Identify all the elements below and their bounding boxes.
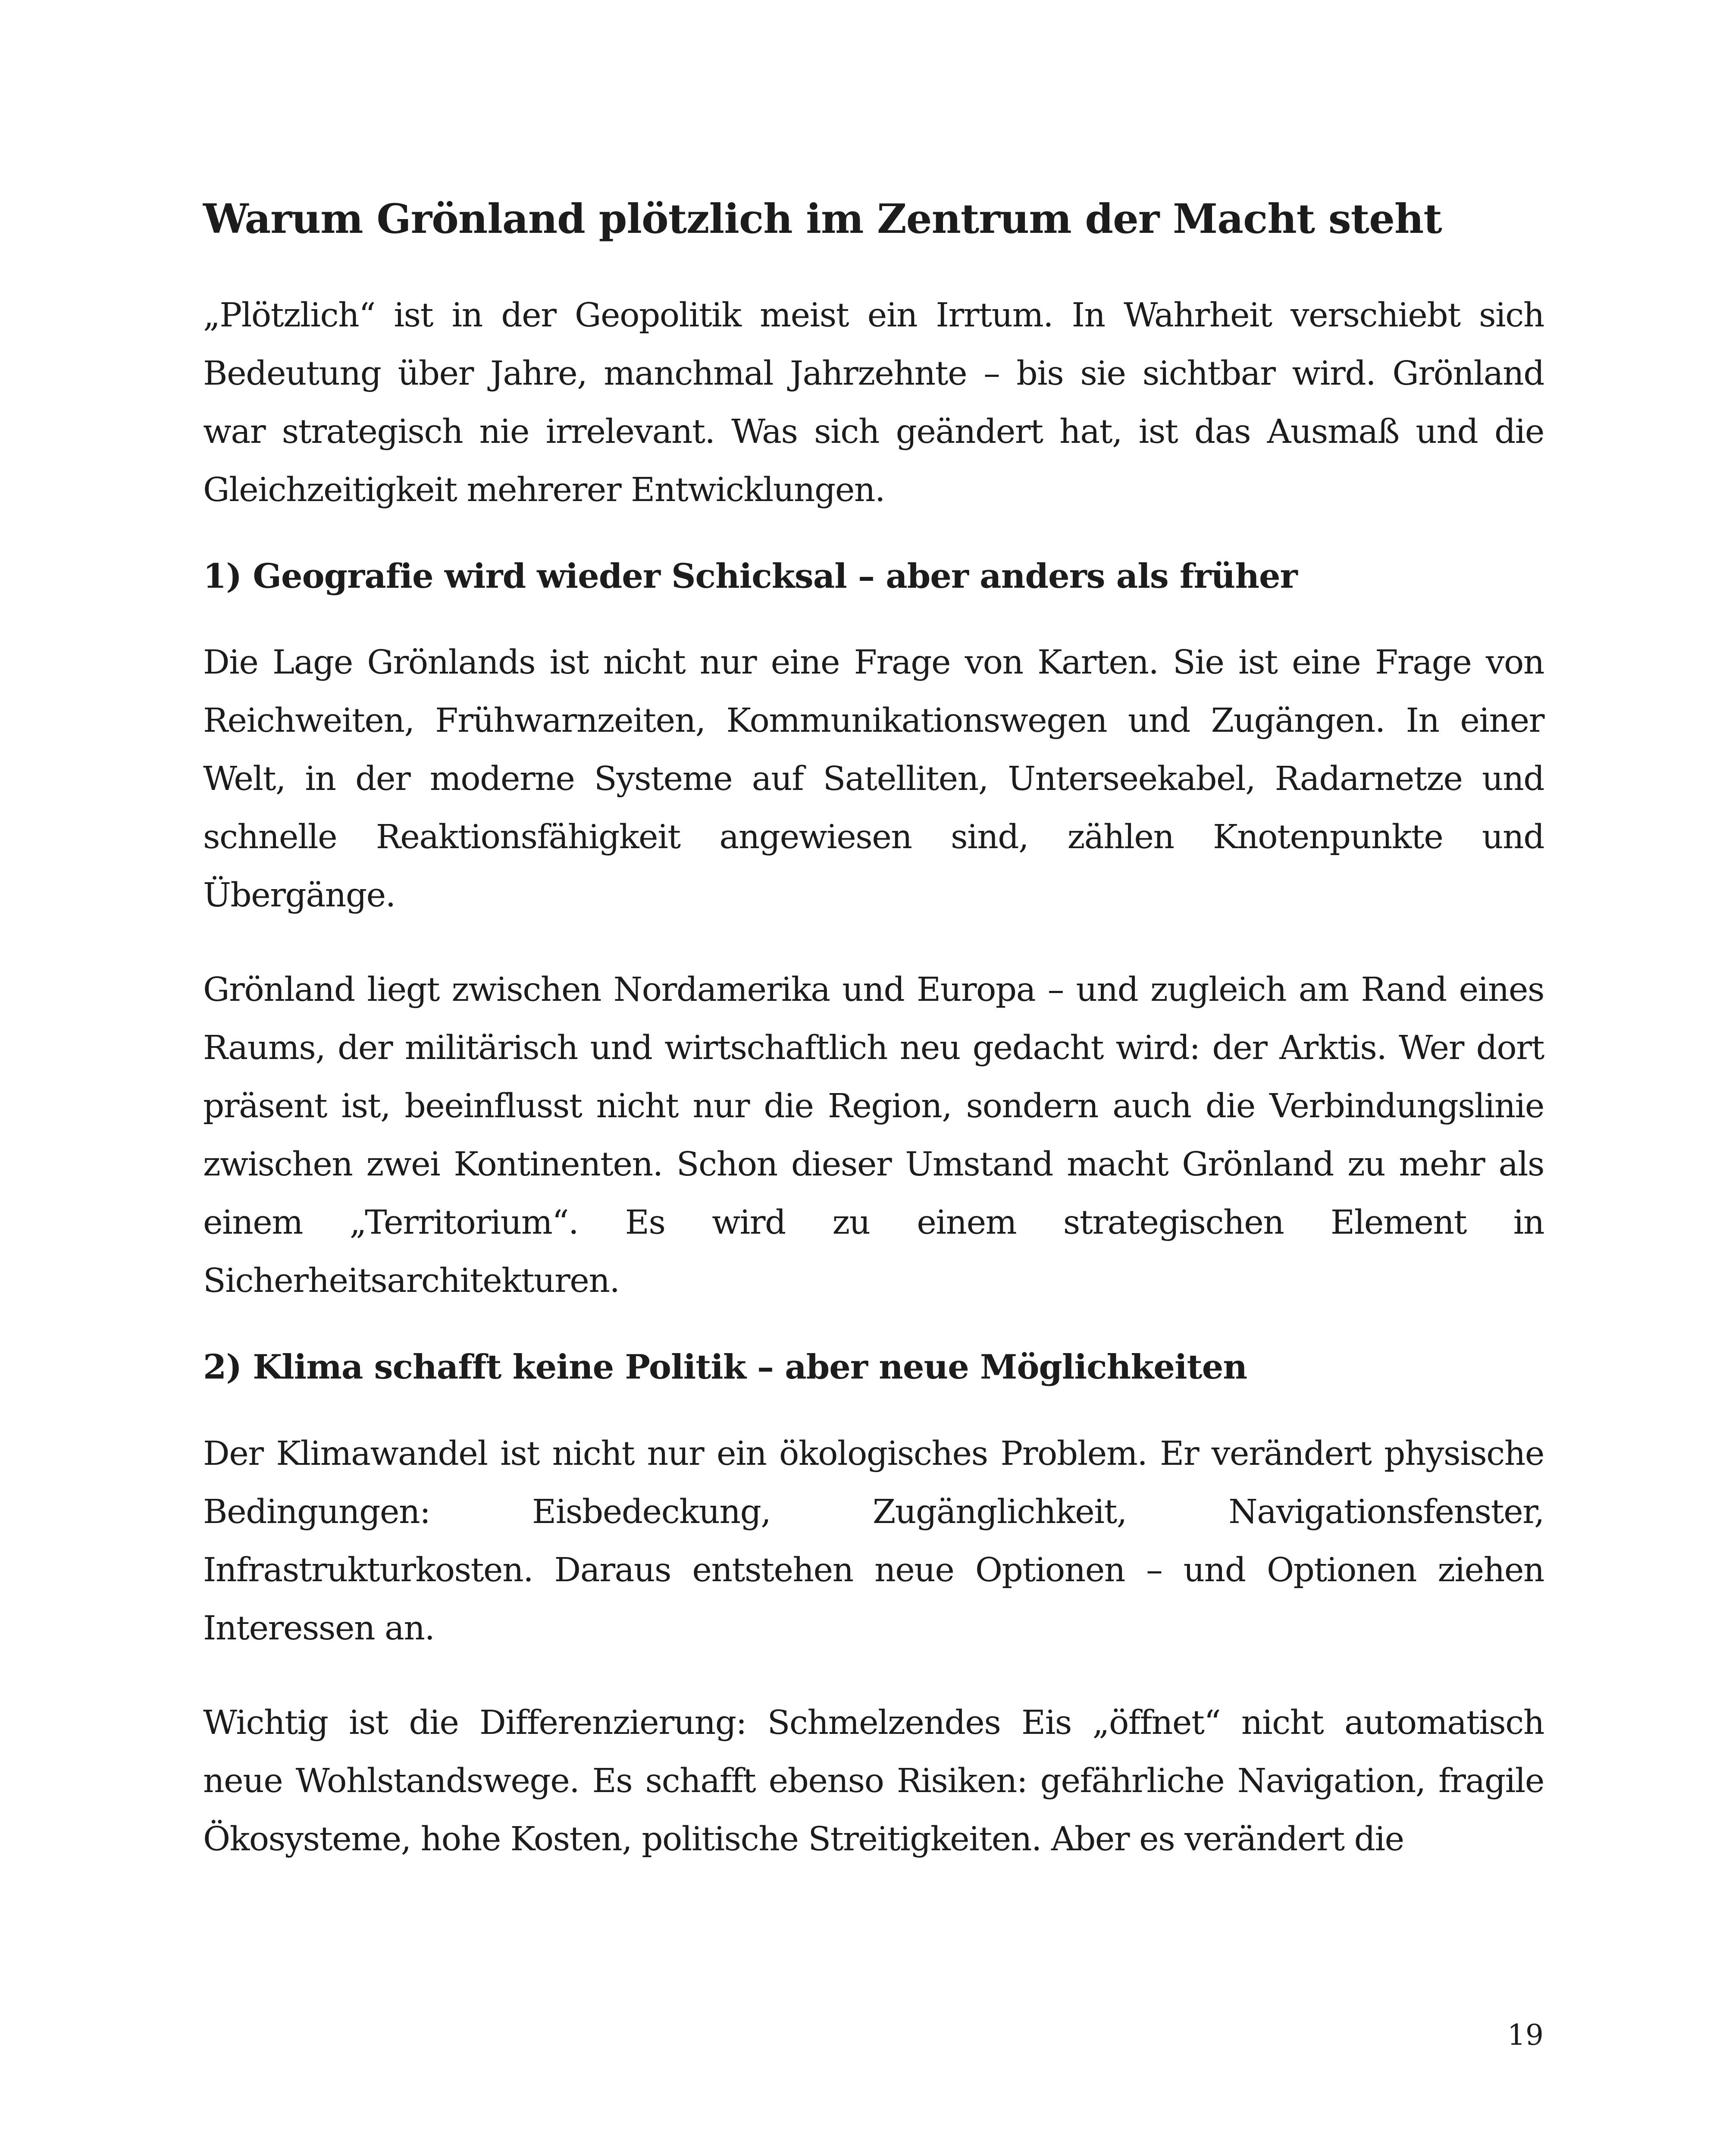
page-number: 19 [1507,2018,1544,2052]
page-content [203,194,1544,1868]
intro-paragraph: „Plötzlich“ ist in der Geopolitik meist ein Irrtum. In Wahrheit verschiebt sich Bedeutung über Jahre, manchmal Jahrzehnte – bis sie sichtbar wird. Grönland war strategisch nie irrelevant. Was sich geändert hat, ist das Ausmaß und die Gleichzeitigkeit mehrerer Entwicklungen. [203,296,1544,509]
paragraph-lage-groenlands: Die Lage Grönlands ist nicht nur eine Frage von Karten. Sie ist eine Frage von Reichweiten, Frühwarnzeiten, Kommunikationswegen und Zugängen. In einer Welt, in der moderne Systeme auf Satelliten, Unterseekabel, Radarnetze und schnelle Reaktionsfähigkeit angewiesen sind, zählen Knotenpunkte und Übergänge. [203,643,1544,915]
paragraph-differenzierung: Wichtig ist die Differenzierung: Schmelzendes Eis „öffnet“ nicht automatisch neue Wohlstandswege. Es schafft ebenso Risiken: gefährliche Navigation, fragile Ökosysteme, hohe Kosten, politische Streitigkeiten. Aber es verändert die [203,1703,1544,1858]
page-title: Warum Grönland plötzlich im Zentrum der Macht steht [203,195,1442,243]
section-heading-klima: 2) Klima schafft keine Politik – aber neue Möglichkeiten [203,1348,1247,1387]
paragraph-klimawandel: Der Klimawandel ist nicht nur ein ökologisches Problem. Er verändert physische Bedingungen: Eisbedeckung, Zugänglichkeit, Navigationsfenster, Infrastrukturkosten. Daraus entstehen neue Optionen – und Optionen ziehen Interessen an. [203,1434,1544,1648]
section-heading-geografie: 1) Geografie wird wieder Schicksal – aber anders als früher [203,556,1297,596]
paragraph-groenland-liegt: Grönland liegt zwischen Nordamerika und Europa – und zugleich am Rand eines Raums, der militärisch und wirtschaftlich neu gedacht wird: der Arktis. Wer dort präsent ist, beeinflusst nicht nur die Region, sondern auch die Verbindungslinie zwischen zwei Kontinenten. Schon dieser Umstand macht Grönland zu mehr als einem „Territorium“. Es wird zu einem strategischen Element in Sicherheitsarchitekturen. [203,971,1544,1300]
